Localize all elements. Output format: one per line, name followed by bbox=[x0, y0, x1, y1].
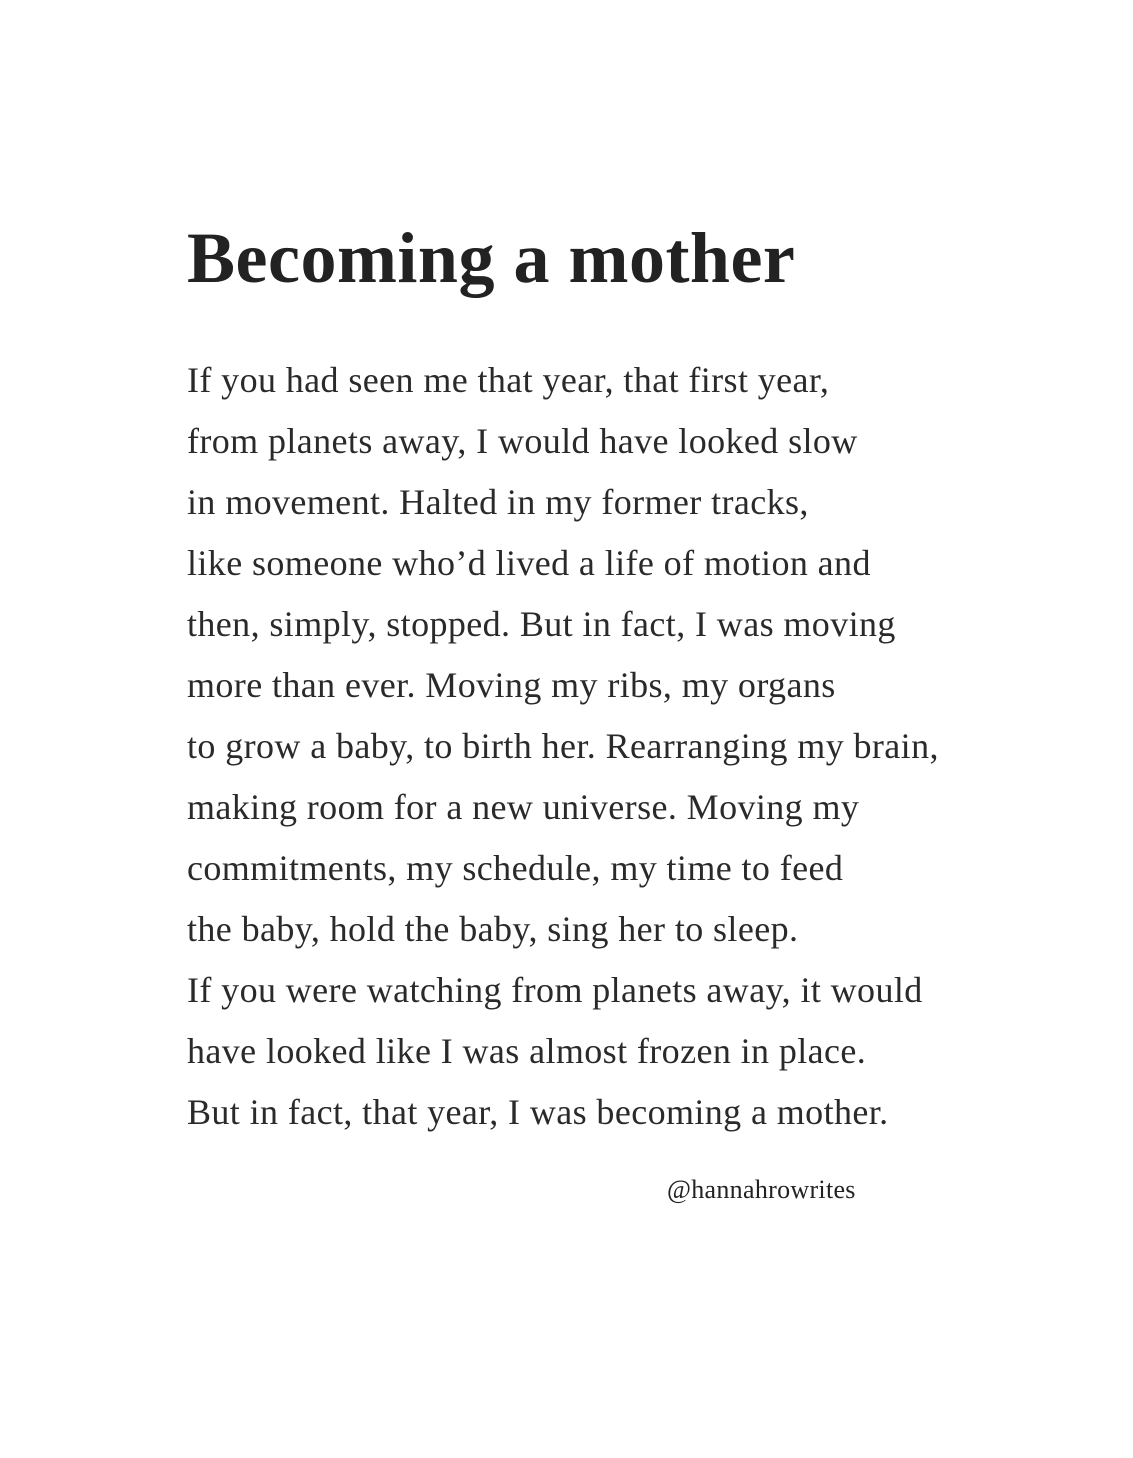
poem-title: Becoming a mother bbox=[187, 218, 796, 298]
poem-line: making room for a new universe. Moving my bbox=[187, 787, 860, 827]
poem-line: If you had seen me that year, that first year, bbox=[187, 360, 830, 400]
poem-line: more than ever. Moving my ribs, my organs bbox=[187, 665, 836, 705]
poem-line: If you were watching from planets away, it would bbox=[187, 970, 923, 1010]
poem-line: from planets away, I would have looked slow bbox=[187, 421, 858, 461]
poem-line: commitments, my schedule, my time to feed bbox=[187, 848, 844, 888]
poem-line: the baby, hold the baby, sing her to sleep. bbox=[187, 909, 799, 949]
poem-line: to grow a baby, to birth her. Rearranging my brain, bbox=[187, 726, 939, 766]
poem-line: like someone who’d lived a life of motion and bbox=[187, 543, 871, 583]
author-handle: @hannahrowrites bbox=[667, 1175, 856, 1204]
poem-line: in movement. Halted in my former tracks, bbox=[187, 482, 809, 522]
poem-line: then, simply, stopped. But in fact, I was moving bbox=[187, 604, 896, 644]
poem-body bbox=[187, 354, 939, 1147]
poem-line: have looked like I was almost frozen in place. bbox=[187, 1031, 867, 1071]
poem-line: But in fact, that year, I was becoming a mother. bbox=[187, 1092, 889, 1132]
